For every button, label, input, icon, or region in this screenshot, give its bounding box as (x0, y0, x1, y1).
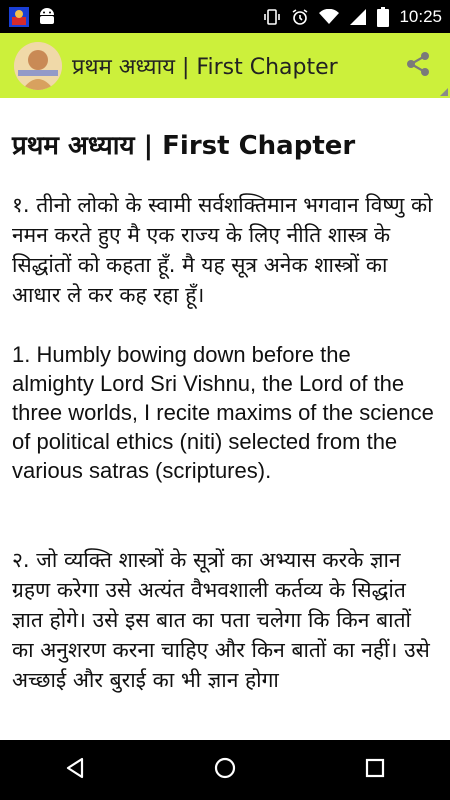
app-notification-icon (8, 6, 30, 28)
share-icon (404, 50, 432, 82)
back-button[interactable] (45, 740, 105, 800)
chapter-heading: प्रथम अध्याय | First Chapter (12, 131, 356, 161)
home-button[interactable] (195, 740, 255, 800)
recents-icon (364, 757, 386, 783)
wifi-icon (319, 9, 339, 25)
recents-button[interactable] (345, 740, 405, 800)
share-button[interactable] (396, 44, 440, 88)
verse-1-english: 1. Humbly bowing down before the almighty Lord Sri Vishnu, the Lord of the three worlds, I recite maxims of the science of political ethics (niti) selected from the various satras (scriptures). (12, 342, 434, 483)
vibrate-icon (263, 8, 281, 26)
chapter-content (0, 98, 450, 740)
home-icon (213, 756, 237, 784)
status-time: 10:25 (399, 6, 442, 26)
navigation-bar (0, 740, 450, 800)
android-icon (38, 7, 56, 27)
status-bar (0, 0, 450, 33)
app-bar (0, 33, 450, 98)
verse-2-hindi: २. जो व्यक्ति शास्त्रों के सूत्रों का अभ्यास करके ज्ञान ग्रहण करेगा उसे अत्यंत वैभवशाली कर्तव्य के सिद्धांत ज्ञात होगे। उसे इस बात का पता चलेगा कि किन बातों का अनुशरण करना चाहिए और किन बातों का नहीं। उसे अच्छाई और बुराई का भी ज्ञान होगा (12, 548, 430, 692)
battery-icon (377, 7, 389, 27)
app-title: प्रथम अध्याय | First Chapter (72, 54, 338, 80)
overflow-indicator (440, 88, 448, 96)
back-icon (63, 756, 87, 784)
alarm-icon (291, 8, 309, 26)
signal-icon (349, 8, 367, 26)
app-logo[interactable] (14, 42, 62, 90)
verse-1-hindi: १. तीनो लोको के स्वामी सर्वशक्तिमान भगवान विष्णु को नमन करते हुए मै एक राज्य के लिए नीति शास्त्र के सिद्धांतों को कहता हूँ. मै यह सूत्र अनेक शास्त्रों का आधार ले कर कह रहा हूँ। (12, 193, 433, 307)
